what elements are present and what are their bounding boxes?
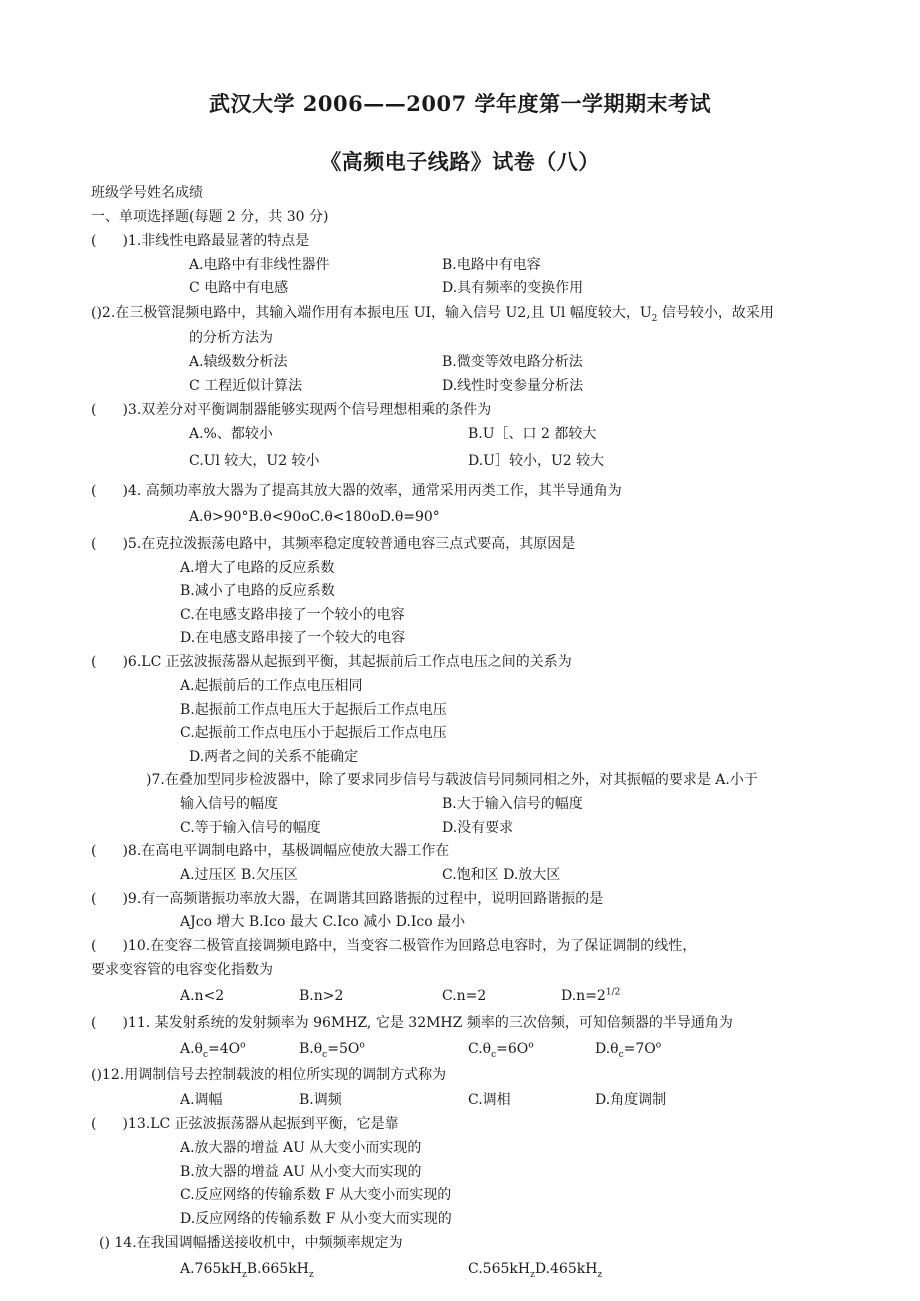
answer-bracket-open: ( [91, 233, 97, 249]
subscript: c [322, 1049, 328, 1060]
option-d [595, 1039, 661, 1059]
answer-bracket-open: ( [91, 1015, 97, 1031]
option-d: D.没有要求 [442, 820, 514, 836]
option-ab: A.过压区 B.欠压区 [180, 867, 298, 883]
subscript: 2 [651, 313, 658, 324]
option-b: B.调频 [299, 1092, 342, 1108]
question-10-continued: 要求变容管的电容变化指数为 [91, 962, 273, 978]
subscript: z [530, 1269, 535, 1280]
option-d: D.U］较小，U2 较大 [468, 453, 605, 469]
option-c: C.等于输入信号的幅度 [180, 820, 321, 836]
options-line: A.θ>90°B.θ<90oC.θ<180oD.θ=90° [189, 509, 440, 525]
options-line: AJco 增大 B.Ico 最大 C.Ico 减小 D.Ico 最小 [180, 914, 466, 930]
option-b: B.n>2 [299, 988, 344, 1004]
option-d: D.两者之间的关系不能确定 [189, 749, 359, 765]
option-c: C.Ul 较大，U2 较小 [189, 453, 320, 469]
option-c: C.起振前工作点电压小于起振后工作点电压 [180, 725, 447, 741]
option-c: C.565kH [468, 1261, 531, 1277]
question-7: )7.在叠加型同步检波器中，除了要求同步信号与载波信号同频同相之外，对其振幅的要求是 A.小于 [146, 772, 758, 788]
option-b: B.微变等效电路分析法 [442, 354, 583, 370]
question-2 [91, 303, 774, 323]
option-d: D.反应网络的传输系数 F 从小变大而实现的 [180, 1211, 452, 1227]
answer-bracket-open: ( [91, 536, 97, 552]
question-stem: )13.LC 正弦波振荡器从起振到平衡，它是靠 [122, 1116, 399, 1132]
question-stem: )9.有一高频谐振功率放大器，在调谐其回路谐振的过程中，说明回路谐振的是 [122, 891, 604, 907]
superscript: 1/2 [605, 987, 621, 998]
option-c: C 电路中有电感 [189, 280, 289, 296]
superscript: o [359, 1040, 365, 1051]
option-c: C 工程近似计算法 [189, 378, 303, 394]
question-stem: )4. 高频功率放大器为了提高其放大器的效率，通常采用丙类工作，其半导通角为 [122, 483, 622, 499]
option-b: B.U［、口 2 都较大 [468, 426, 597, 442]
option-d-text: D.n=2 [561, 988, 606, 1004]
option-c: C.n=2 [442, 988, 487, 1004]
option-a: A.起振前后的工作点电压相同 [180, 678, 363, 694]
question-11 [91, 1013, 733, 1033]
subscript: z [241, 1269, 247, 1280]
question-6 [91, 652, 572, 672]
option-d [561, 986, 620, 1006]
option-c: C.反应网络的传输系数 F 从大变小而实现的 [180, 1187, 452, 1203]
option-a: A.调幅 [180, 1092, 223, 1108]
question-2-continued: 的分析方法为 [189, 330, 273, 346]
option-label: D.θ [595, 1041, 619, 1057]
question-13 [91, 1114, 399, 1134]
question-9 [91, 889, 603, 909]
option-label: B.θ [299, 1041, 323, 1057]
superscript: o [655, 1040, 662, 1051]
question-stem-tail: 信号较小，故采用 [657, 305, 774, 321]
option-a: A.增大了电路的反应系数 [180, 560, 335, 576]
question-stem: )5.在克拉泼振荡电路中，其频率稳定度较普通电容三点式要高，其原因是 [122, 536, 576, 552]
question-10 [91, 936, 696, 956]
option-label: C.θ [468, 1041, 492, 1057]
option-b: B.放大器的增益 AU 从小变大而实现的 [180, 1164, 422, 1180]
option-cd [468, 1259, 602, 1279]
question-stem: )8.在高电平调制电路中，基极调幅应使放大器工作在 [122, 843, 450, 859]
option-b: B.665kH [246, 1261, 309, 1277]
option-a: A.%、都较小 [189, 426, 273, 442]
option-b [299, 1039, 365, 1059]
option-c: C.调相 [468, 1092, 511, 1108]
subscript: z [308, 1269, 314, 1280]
answer-bracket-open: ( [91, 483, 97, 499]
option-d: D.465kH [534, 1261, 598, 1277]
option-d: D.线性时变参量分析法 [442, 378, 584, 394]
option-label: A.θ [180, 1041, 203, 1057]
exam-subtitle: 《高频电子线路》试卷（八） [320, 149, 600, 174]
answer-bracket-open: ( [91, 1116, 97, 1132]
section-heading: 一、单项选择题(每题 2 分，共 30 分) [91, 209, 329, 225]
question-stem: )6.LC 正弦波振荡器从起振到平衡，其起振前后工作点电压之间的关系为 [122, 654, 572, 670]
option-b: B.减小了电路的反应系数 [180, 583, 335, 599]
exam-title: 武汉大学 2006——2007 学年度第一学期期末考试 [208, 91, 711, 116]
option-b: B.起振前工作点电压大于起振后工作点电压 [180, 702, 447, 718]
question-stem: )11. 某发射系统的发射频率为 96MHZ, 它是 32MHZ 频率的三次倍频，可知倍频器的半导通角为 [122, 1015, 733, 1031]
option-c: C.在电感支路串接了一个较小的电容 [180, 607, 405, 623]
option-value: =6O [496, 1041, 529, 1057]
option-b: B.大于输入信号的幅度 [442, 796, 583, 812]
subscript: c [203, 1049, 209, 1060]
option-ab [180, 1259, 314, 1279]
answer-bracket-open: ( [91, 891, 97, 907]
subscript: c [491, 1049, 497, 1060]
question-12: ()12.用调制信号去控制载波的相位所实现的调制方式称为 [91, 1067, 447, 1083]
option-a: A.n<2 [180, 988, 225, 1004]
question-3 [91, 400, 491, 420]
superscript: o [528, 1040, 534, 1051]
question-stem: )3.双差分对平衡调制器能够实现两个信号理想相乘的条件为 [122, 402, 492, 418]
answer-bracket-open: ( [91, 843, 97, 859]
question-stem: ()2.在三极管混频电路中，其输入端作用有本振电压 UI，输入信号 U2,且 Ul 幅度较大，U [91, 305, 652, 321]
answer-bracket-open: ( [91, 402, 97, 418]
question-1 [91, 231, 309, 251]
option-c [468, 1039, 534, 1059]
question-stem: )10.在变容二极管直接调频电路中，当变容二极管作为回路总电容时，为了保证调制的线性， [122, 938, 697, 954]
option-a: A.765kH [180, 1261, 242, 1277]
question-stem: )1.非线性电路最显著的特点是 [122, 233, 310, 249]
option-value: =4O [208, 1041, 241, 1057]
option-d: D.具有频率的变换作用 [442, 280, 584, 296]
option-cd: C.饱和区 D.放大区 [442, 867, 561, 883]
subscript: z [597, 1269, 603, 1280]
answer-bracket-open: ( [91, 938, 97, 954]
question-14: () 14.在我国调幅播送接收机中，中频频率规定为 [99, 1235, 403, 1251]
answer-bracket-open: ( [91, 654, 97, 670]
option-a: A.辕级数分析法 [189, 354, 288, 370]
superscript: o [240, 1040, 246, 1051]
subscript: c [618, 1049, 624, 1060]
question-8 [91, 841, 449, 861]
option-value: =7O [623, 1041, 656, 1057]
option-d: D.角度调制 [595, 1092, 667, 1108]
option-a: A.电路中有非线性器件 [189, 257, 330, 273]
option-d: D.在电感支路串接了一个较大的电容 [180, 630, 406, 646]
question-4 [91, 481, 622, 501]
option-a: A.放大器的增益 AU 从大变小而实现的 [180, 1140, 422, 1156]
option-b: B.电路中有电容 [442, 257, 541, 273]
option-a-continued: 输入信号的幅度 [180, 796, 278, 812]
question-5 [91, 534, 575, 554]
student-info-line: 班级学号姓名成绩 [91, 185, 203, 201]
option-a [180, 1039, 246, 1059]
option-value: =5O [327, 1041, 360, 1057]
